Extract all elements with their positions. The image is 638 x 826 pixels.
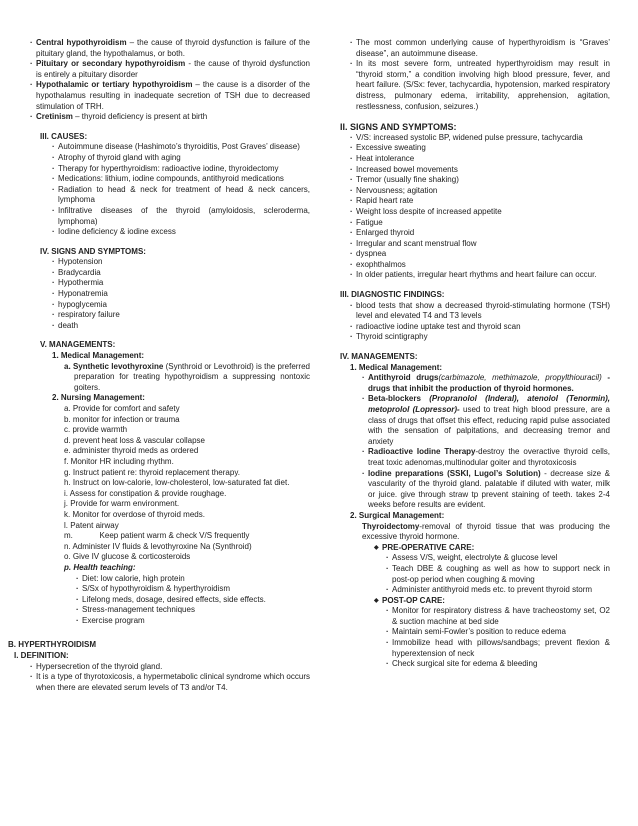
causes-heading: III. CAUSES: [40, 131, 88, 141]
nursing-item: f. Monitor HR including rhythm. [64, 456, 174, 466]
sign-item: · Excessive sweating [350, 143, 610, 154]
sign-item: · In older patients, irregular heart rhythms and heart failure can occur. [350, 270, 610, 281]
nursing-item: j. Provide for warm environment. [64, 499, 180, 509]
managements-heading: IV. MANAGEMENTS: [340, 352, 418, 362]
intro-item: · Hypothalamic or tertiary hypothyroidism – the cause is a disorder of the hypothalamus resulting in inadequate secretion of TSH due to decreased stimulation of TRH. [30, 80, 310, 112]
sign-item: · Heat intolerance [350, 154, 610, 165]
sign-item: · Nervousness; agitation [350, 186, 610, 197]
medical-management-heading: 1. Medical Management: [52, 351, 145, 361]
health-teaching-item: · Diet: low calorie, high protein [76, 574, 310, 585]
sign-item: · V/S: increased systolic BP, widened pulse pressure, tachycardia [350, 133, 610, 144]
nursing-item: i. Assess for constipation & provide roughage. [64, 488, 227, 498]
health-teaching-item: · Lifelong meds, dosage, desired effects, side effects. [76, 595, 310, 606]
nursing-item: l. Patent airway [64, 520, 119, 530]
sign-item: · Tremor (usually fine shaking) [350, 175, 610, 186]
sign-item: · Irregular and scant menstrual flow [350, 239, 610, 250]
sign-item: · Rapid heart rate [350, 196, 610, 207]
sign-item: · Hypothermia [52, 278, 310, 289]
managements-heading: V. MANAGEMENTS: [40, 340, 116, 350]
intro-item: · In its most severe form, untreated hyperthyroidism may result in “thyroid storm,” a condition involving high blood pressure, fever, and heart failure. (S/Sx: fever, tachycardia, hypotension, marked respiratory distress, pulmonary edema, irritability, apprehension, agitation, restlessness, confusion, seizures.) [350, 59, 610, 112]
nursing-item: k. Monitor for overdose of thyroid meds. [64, 509, 205, 519]
levothyroxine-item: a. Synthetic levothyroxine (Synthroid or Levothroid) is the preferred preparation for treating hypothyroidism a suppressing nontoxic goiters. [64, 361, 310, 392]
diagnostic-heading: III. DIAGNOSTIC FINDINGS: [340, 290, 445, 300]
sign-item: · hypoglycemia [52, 300, 310, 311]
sign-item: · exophthalmos [350, 260, 610, 271]
sign-item: · Weight loss despite of increased appetite [350, 207, 610, 218]
cause-item: · Iodine deficiency & iodine excess [52, 227, 310, 238]
nursing-item: a. Provide for comfort and safety [64, 404, 180, 413]
hyperthyroidism-heading: B. HYPERTHYROIDISM [8, 640, 97, 650]
right-column [340, 38, 610, 670]
definition-item: · Hypersecretion of the thyroid gland. [30, 662, 310, 673]
preop-heading: ◆ PRE-OPERATIVE CARE: [374, 543, 610, 554]
intro-item: · The most common underlying cause of hyperthyroidism is “Graves’ disease”, an autoimmune disease. [350, 38, 610, 59]
sign-item: · death [52, 321, 310, 332]
medical-management-heading: 1. Medical Management: [350, 362, 443, 372]
sign-item: · Increased bowel movements [350, 165, 610, 176]
definition-heading: I. DEFINITION: [14, 651, 69, 661]
cause-item: · Infiltrative diseases of the thyroid (amyloidosis, scleroderma, lymphoma) [52, 206, 310, 227]
intro-item: · Cretinism – thyroid deficiency is present at birth [30, 112, 310, 123]
signs-heading: IV. SIGNS AND SYMPTOMS: [40, 246, 146, 256]
nursing-item: d. prevent heat loss & vascular collapse [64, 435, 205, 445]
preop-item: · Assess V/S, weight, electrolyte & glucose level [386, 553, 610, 564]
intro-item: · Pituitary or secondary hypothyroidism - the cause of thyroid dysfunction is entirely a pituitary disorder [30, 59, 310, 80]
surgical-management-heading: 2. Surgical Management: [350, 510, 445, 520]
sign-item: · Hyponatremia [52, 289, 310, 300]
postop-heading: ◆ POST-OP CARE: [374, 596, 610, 607]
left-column [8, 38, 311, 693]
signs-heading: II. SIGNS AND SYMPTOMS: [340, 122, 457, 133]
nursing-item: b. monitor for infection or trauma [64, 414, 180, 424]
iodine-preparations-item: · Iodine preparations (SSKI, Lugol’s Solution) - decrease size & vascularity of the thyroid gland. palatable if diluted with water, milk or juice. give through straw tp prevent staining of teeth. takes 2-4 weeks before results are evident. [362, 469, 610, 511]
preop-item: · Administer antithyroid meds etc. to prevent thyroid storm [386, 585, 610, 596]
beta-blocker-item: · Beta-blockers (Propranolol (Inderal), atenolol (Tenormin), metoprolol (Lopressor)- used to treat high blood pressure, are a class of drugs that offset this effect, reducing rapid pulse associated with the sensation of palpitations, and decreasing tremor and anxiety [362, 394, 610, 447]
cause-item: · Therapy for hyperthyroidism: radioactive iodine, thyroidectomy [52, 164, 310, 175]
nursing-item: g. Instruct patient re: thyroid replacement therapy. [64, 467, 240, 477]
nursing-item: n. Administer IV fluids & levothyroxine Na (Synthroid) [64, 541, 252, 551]
health-teaching-item: · Exercise program [76, 616, 310, 627]
sign-item: · Bradycardia [52, 268, 310, 279]
thyroidectomy-item: Thyroidectomy-removal of thyroid tissue that was producing the excessive thyroid hormone. [362, 521, 610, 542]
health-teaching-heading: p. Health teaching: [64, 562, 136, 572]
nursing-item: o. Give IV glucose & corticosteroids [64, 552, 191, 562]
sign-item: · respiratory failure [52, 310, 310, 321]
nursing-item: c. provide warmth [64, 425, 128, 435]
postop-item: · Monitor for respiratory distress & have tracheostomy set, O2 & suction machine at bed side [386, 606, 610, 627]
nursing-item: m. Keep patient warm & check V/S frequently [64, 531, 250, 541]
health-teaching-item: · Stress-management techniques [76, 605, 310, 616]
postop-item: · Immobilize head with pillows/sandbags; prevent flexion & hyperextension of neck [386, 638, 610, 659]
diagnostic-item: · blood tests that show a decreased thyroid-stimulating hormone (TSH) level and elevated T4 and T3 levels [350, 301, 610, 322]
nursing-item: h. Instruct on low-calorie, low-cholesterol, low-saturated fat diet. [64, 478, 290, 488]
postop-item: · Maintain semi-Fowler’s position to reduce edema [386, 627, 610, 638]
radioactive-iodine-item: · Radioactive Iodine Therapy-destroy the overactive thyroid cells, treat toxic adenomas,multinodular goiter and thyrotoxicosis [362, 447, 610, 468]
cause-item: · Autoimmune disease (Hashimoto’s thyroiditis, Post Graves’ disease) [52, 142, 310, 153]
nursing-item: e. administer thyroid meds as ordered [64, 446, 199, 456]
sign-item: · dyspnea [350, 249, 610, 260]
intro-item: · Central hypothyroidism – the cause of thyroid dysfunction is failure of the pituitary gland, the hypothalamus, or both. [30, 38, 310, 59]
cause-item: · Atrophy of thyroid gland with aging [52, 153, 310, 164]
diagnostic-item: · radioactive iodine uptake test and thyroid scan [350, 322, 610, 333]
definition-item: · It is a type of thyrotoxicosis, a hypermetabolic clinical syndrome which occurs when there are elevated serum levels of T3 and/or T4. [30, 672, 310, 693]
diagnostic-item: · Thyroid scintigraphy [350, 332, 610, 343]
cause-item: · Radiation to head & neck for treatment of head & neck cancers, lymphoma [52, 185, 310, 206]
nursing-management-heading: 2. Nursing Management: [52, 393, 145, 403]
postop-item: · Check surgical site for edema & bleeding [386, 659, 610, 670]
health-teaching-item: · S/Sx of hypothyroidism & hyperthyroidism [76, 584, 310, 595]
sign-item: · Fatigue [350, 218, 610, 229]
antithyroid-item: · Antithyroid drugs(carbimazole, methimazole, propylthiouracil) - drugs that inhibit the production of thyroid hormones. [362, 373, 610, 394]
sign-item: · Enlarged thyroid [350, 228, 610, 239]
sign-item: · Hypotension [52, 257, 310, 268]
cause-item: · Medications: lithium, iodine compounds, antithyroid medications [52, 174, 310, 185]
preop-item: · Teach DBE & coughing as well as how to support neck in post-op period when coughing & moving [386, 564, 610, 585]
